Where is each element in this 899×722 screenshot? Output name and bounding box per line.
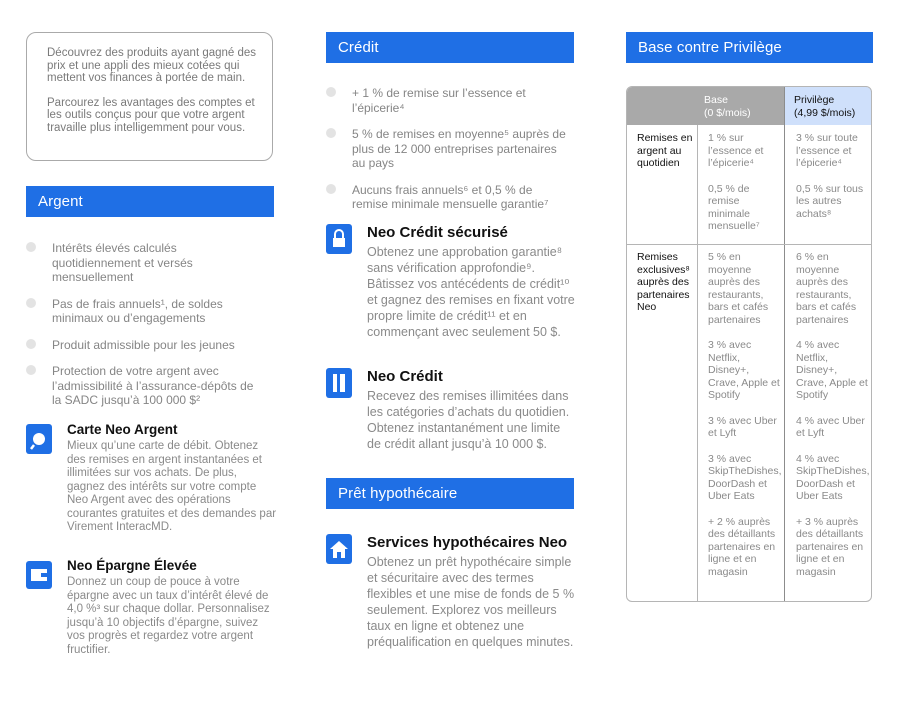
list-item: Pas de frais annuels¹, de soldes minimaux ou d’engagements bbox=[26, 297, 266, 326]
product-title: Carte Neo Argent bbox=[67, 422, 178, 437]
product-description: Obtenez une approbation garantie⁸ sans vérification approfondie⁹. Bâtissez vos antécédents de crédit¹⁰ et gagnez des remises en fixant votre propre limite de crédit¹¹ et en commençant avec seulement 50 $. bbox=[367, 245, 575, 339]
intro-paragraph-1: Découvrez des produits ayant gagné des prix et une appli des mieux cotées qui mettent vos finances à portée de main. bbox=[47, 47, 257, 84]
product-services-hypothecaires bbox=[326, 534, 576, 669]
list-item: Protection de votre argent avec l’admissibilité à l’assurance-dépôts de la SADC jusqu’à 100 000 $² bbox=[26, 364, 266, 408]
table-cell-base: 1 % sur l’essence et l’épicerie⁴ 0,5 % de remise minimale mensuelle⁷ bbox=[708, 132, 764, 232]
product-title: Neo Épargne Élevée bbox=[67, 558, 197, 573]
product-neo-credit-securise bbox=[326, 224, 576, 349]
product-title: Services hypothécaires Neo bbox=[367, 534, 568, 551]
product-title: Neo Crédit bbox=[367, 368, 443, 385]
bullet-dot-icon bbox=[26, 298, 36, 308]
column-header-base: Base (0 $/mois) bbox=[704, 94, 751, 119]
card-icon bbox=[26, 424, 52, 454]
row-label-remises-exclusives: Remises exclusives⁸ auprès des partenaires Neo bbox=[637, 251, 690, 313]
intro-box bbox=[26, 32, 273, 161]
table-cell-privilege: 3 % sur toute l’essence et l’épicerie⁴ 0,5 % sur tous les autres achats⁸ bbox=[796, 132, 864, 220]
column-divider bbox=[784, 125, 785, 601]
list-item: Produit admissible pour les jeunes bbox=[26, 338, 266, 353]
bullet-dot-icon bbox=[26, 242, 36, 252]
wallet-icon bbox=[26, 560, 52, 590]
section-header-pret-hypothecaire: Prêt hypothécaire bbox=[326, 478, 574, 509]
product-description: Donnez un coup de pouce à votre épargne avec un taux d’intérêt élevé de 4,0 %³ sur chaque dollar. Personnalisez jusqu’à 10 objectifs d’épargne, suivez vos progrès et regardez votre argent fructifier. bbox=[67, 576, 270, 656]
column-header-privilege: Privilège (4,99 $/mois) bbox=[784, 87, 872, 125]
section-header-credit: Crédit bbox=[326, 32, 574, 63]
row-label-remises-quotidien: Remises en argent au quotidien bbox=[637, 132, 693, 169]
product-title: Neo Crédit sécurisé bbox=[367, 224, 508, 241]
credit-bullet-list bbox=[326, 86, 566, 212]
comparison-table bbox=[626, 86, 872, 602]
bullet-dot-icon bbox=[326, 184, 336, 194]
column-divider bbox=[697, 125, 698, 601]
section-header-argent: Argent bbox=[26, 186, 274, 217]
bullet-dot-icon bbox=[26, 365, 36, 375]
product-neo-credit bbox=[326, 368, 576, 458]
intro-paragraph-2: Parcourez les avantages des comptes et les outils conçus pour que votre argent travaille plus intelligemment pour vous. bbox=[47, 96, 255, 134]
list-item: + 1 % de remise sur l’essence et l’épicerie⁴ bbox=[326, 86, 566, 115]
product-neo-epargne-elevee bbox=[26, 560, 276, 670]
list-item: Aucuns frais annuels⁶ et 0,5 % de remise minimale mensuelle garantie⁷ bbox=[326, 183, 566, 212]
bullet-dot-icon bbox=[326, 128, 336, 138]
row-divider bbox=[627, 244, 871, 245]
bullet-dot-icon bbox=[26, 339, 36, 349]
bullet-dot-icon bbox=[326, 87, 336, 97]
list-item: Intérêts élevés calculés quotidiennement et versés mensuellement bbox=[26, 241, 266, 285]
product-description: Mieux qu’une carte de débit. Obtenez des remises en argent instantanées et illimitées sur vos achats. De plus, gagnez des intérêts sur votre compte Neo Argent avec des opérations courantes gratuites et des demandes par Virement InteracMD. bbox=[67, 440, 277, 533]
section-header-base-contre-privilege: Base contre Privilège bbox=[626, 32, 873, 63]
lock-icon bbox=[326, 224, 352, 254]
product-carte-neo-argent bbox=[26, 424, 276, 552]
product-description: Obtenez un prêt hypothécaire simple et sécuritaire avec des termes flexibles et une mise de fonds de 5 % seulement. Explorez vos meilleurs taux en ligne et obtenez une préqualification en quelques minutes. bbox=[367, 555, 575, 649]
table-cell-base: 5 % en moyenne auprès des restaurants, bars et cafés partenaires 3 % avec Netflix, Disney+, Crave, Apple et Spotify 3 % avec Uber et Lyft 3 % avec SkipTheDishes, DoorDash et Uber Eats + 2 % auprès des détaillants partenaires en ligne et en magasin bbox=[708, 251, 782, 578]
product-description: Recevez des remises illimitées dans les catégories d’achats du quotidien. Obtenez instantanément une limite de crédit allant jusqu’à 10 000 $. bbox=[367, 389, 570, 451]
house-icon bbox=[326, 534, 352, 564]
argent-bullet-list bbox=[26, 241, 266, 408]
table-cell-privilege: 6 % en moyenne auprès des restaurants, bars et cafés partenaires 4 % avec Netflix, Disney+, Crave, Apple et Spotify 4 % avec Uber et Lyft 4 % avec SkipTheDishes, DoorDash et Uber Eats + 3 % auprès des détaillants partenaires en ligne et en magasin bbox=[796, 251, 870, 578]
credit-card-icon bbox=[326, 368, 352, 398]
list-item: 5 % de remises en moyenne⁵ auprès de plus de 12 000 entreprises partenaires au pays bbox=[326, 127, 566, 171]
